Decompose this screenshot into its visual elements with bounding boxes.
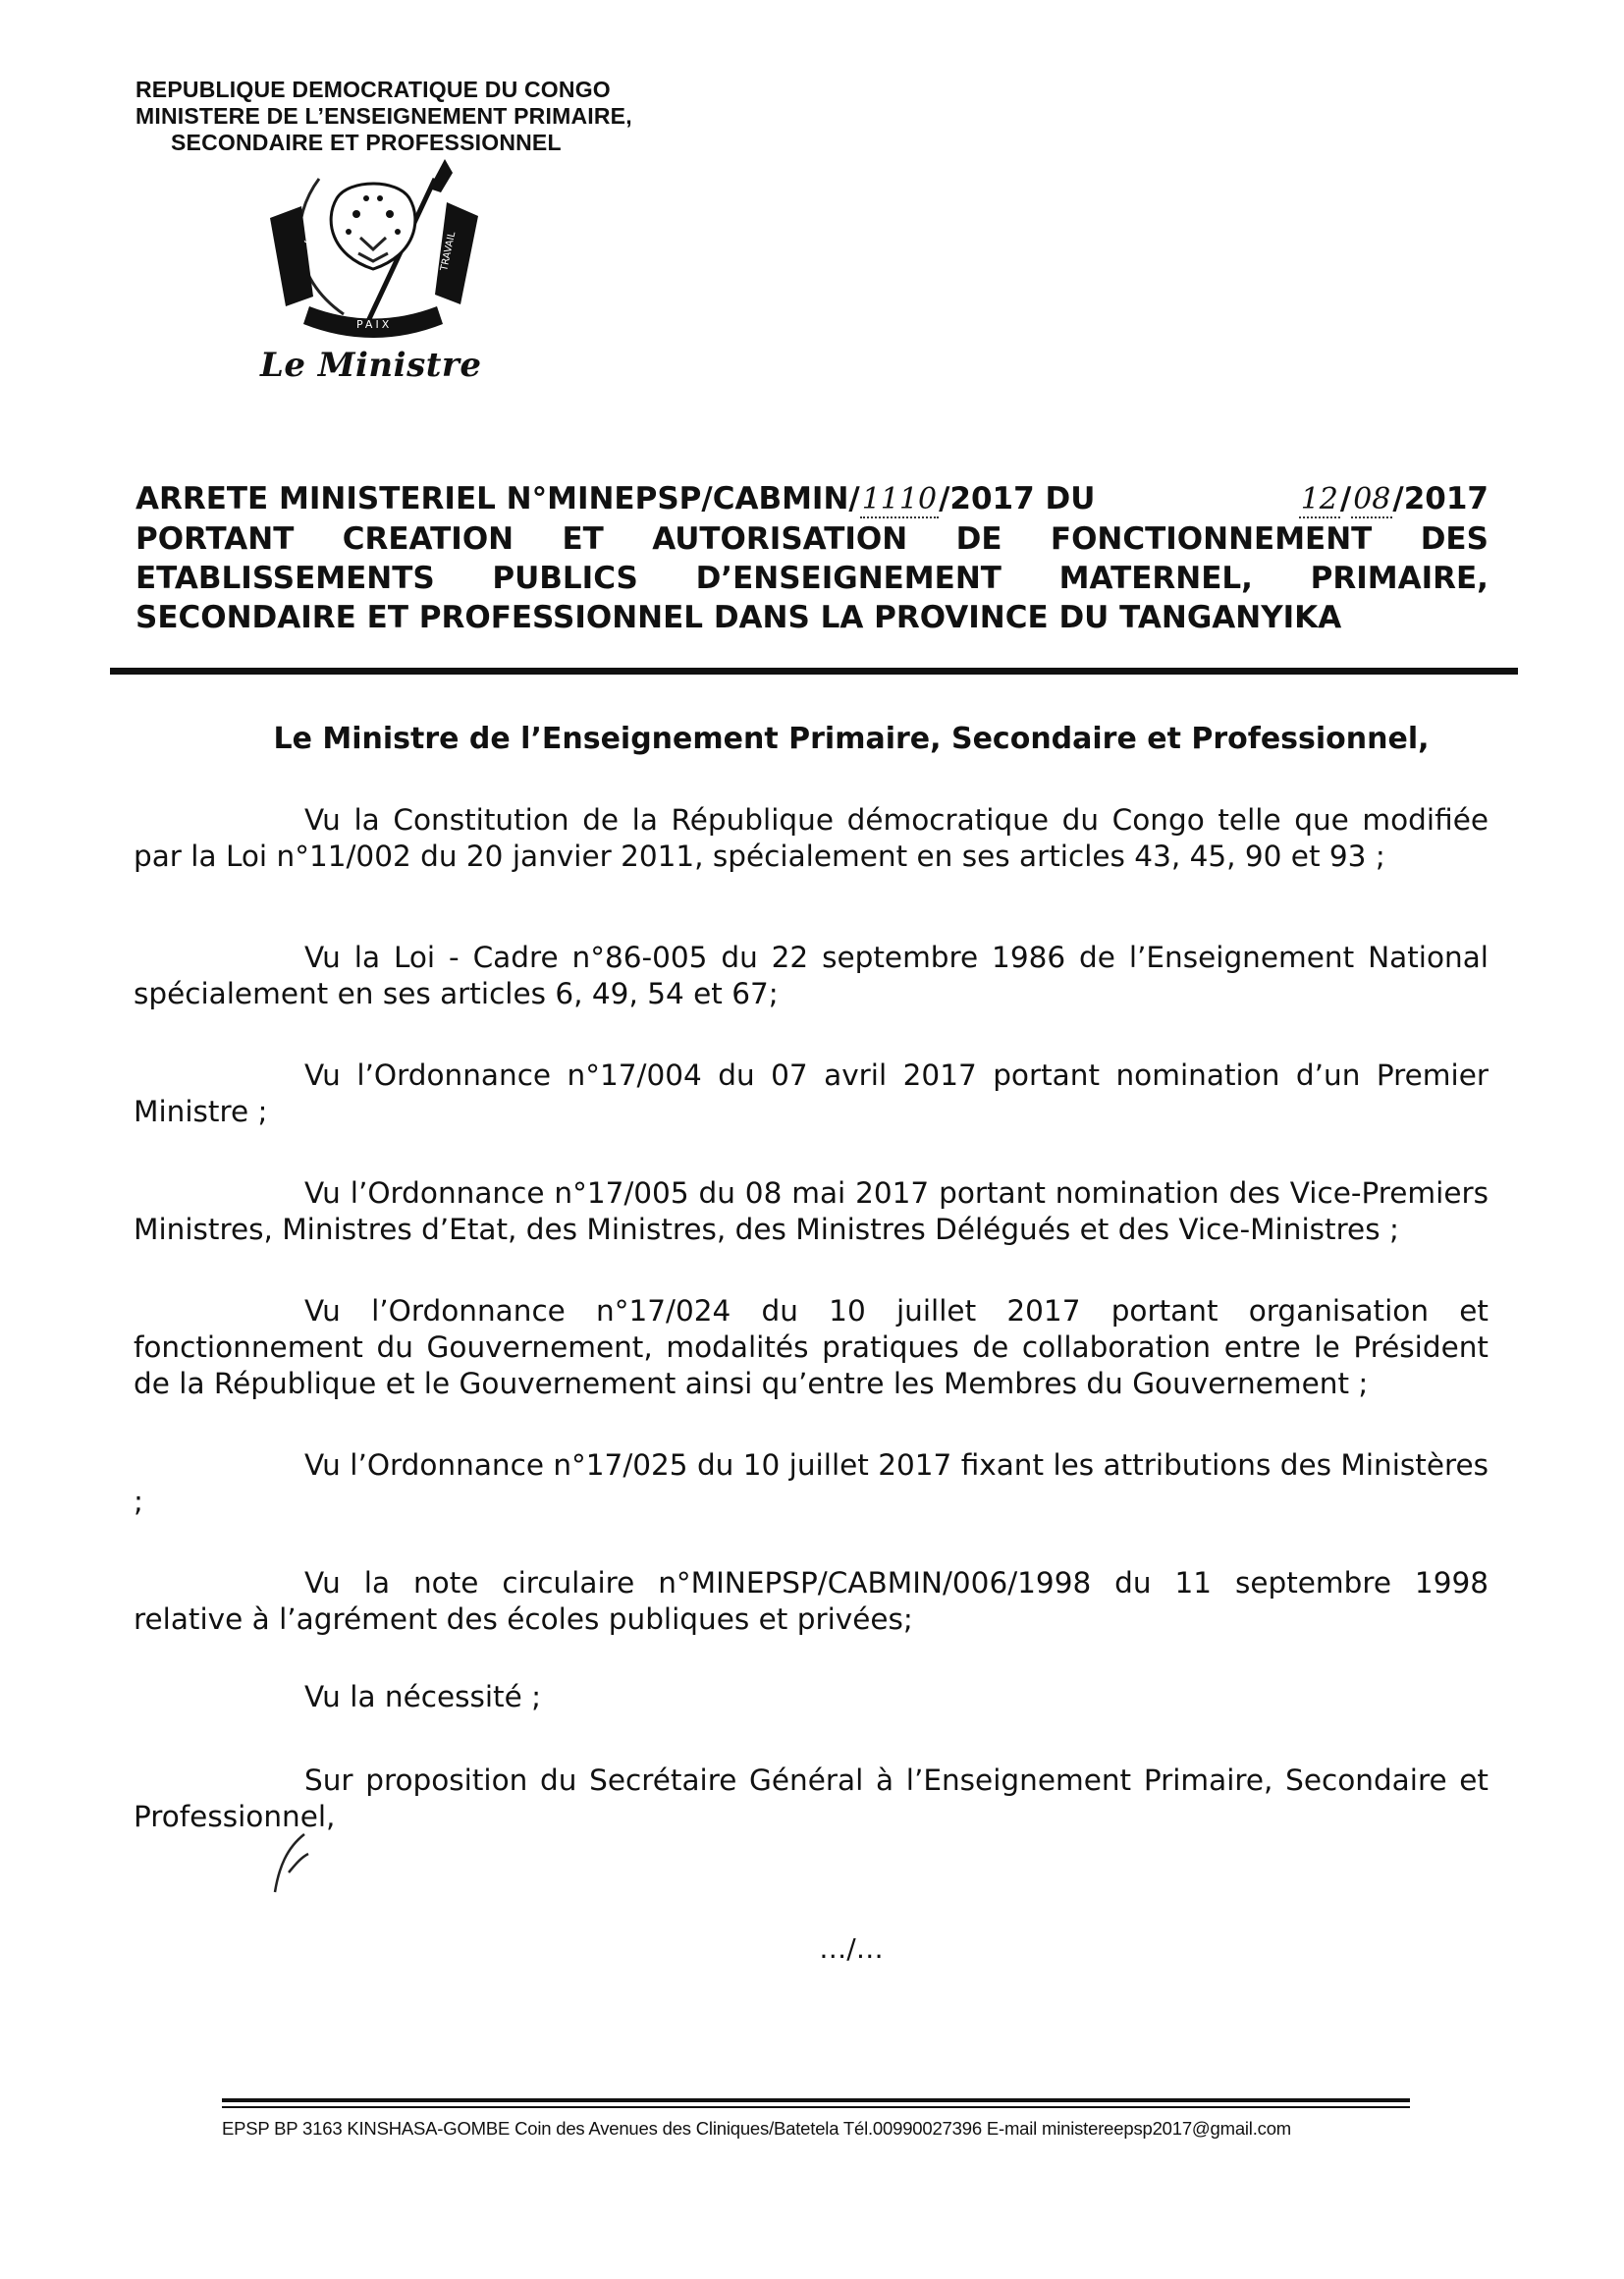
title-word: PRIMAIRE,	[1310, 561, 1489, 596]
title-word: MATERNEL,	[1058, 561, 1253, 596]
footer-divider-thin	[222, 2106, 1410, 2108]
title-word: PUBLICS	[492, 561, 638, 596]
letterhead-country: REPUBLIQUE DEMOCRATIQUE DU CONGO	[135, 77, 611, 102]
title-word: D’ENSEIGNEMENT	[695, 561, 1001, 596]
decree-number-handwritten: 1110	[861, 482, 938, 516]
paragraph-constitution: Vu la Constitution de la République démocratique du Congo telle que modifiée par la Loi n°11/002 du 20 janvier 2011, spécialement en ses articles 43, 45, 90 et 93 ;	[134, 803, 1489, 873]
decree-title-line-1: ARRETE MINISTERIEL N°MINEPSP/CABMIN/1110/2017 DU 12/08/2017	[135, 481, 1489, 516]
congo-coat-of-arms-icon	[250, 159, 498, 355]
body-heading-text: Le Ministre de l’Enseignement Primaire, Secondaire et Professionnel,	[273, 722, 1430, 756]
initials-paraphe	[265, 1828, 324, 1897]
paragraph-proposition: Sur proposition du Secrétaire Général à l’Enseignement Primaire, Secondaire et Professionnel,	[134, 1764, 1489, 1833]
svg-text:TRAVAIL: TRAVAIL	[439, 231, 459, 272]
paragraph-necessite: Vu la nécessité ;	[304, 1680, 542, 1713]
paragraph-loi-cadre: Vu la Loi - Cadre n°86-005 du 22 septembre 1986 de l’Enseignement National spécialement en ses articles 6, 49, 54 et 67;	[134, 941, 1489, 1010]
paragraph-ordonnance-024: Vu l’Ordonnance n°17/024 du 10 juillet 2017 portant organisation et fonctionnement du Gouvernement, modalités pratiques de collaboration entre le Président de la République et le Gouvernement ainsi qu’entre les Membres du Gouvernement ;	[134, 1294, 1489, 1400]
title-word: DE	[955, 521, 1002, 557]
letterhead-ministry-cont: SECONDAIRE ET PROFESSIONNEL	[171, 130, 562, 155]
paragraph-ordonnance-025: Vu l’Ordonnance n°17/025 du 10 juillet 2017 fixant les attributions des Ministères ;	[134, 1448, 1489, 1518]
continuation-mark: …/…	[819, 1932, 884, 1965]
footer-divider-thick	[222, 2098, 1410, 2102]
title-word: ETABLISSEMENTS	[135, 561, 435, 596]
decree-date-year: /2017	[1392, 481, 1489, 516]
title-word: ET	[562, 521, 604, 557]
title-word: DES	[1420, 521, 1489, 557]
decree-title	[135, 479, 1489, 637]
ribbon-right	[435, 202, 478, 304]
svg-text:PAIX: PAIX	[356, 318, 393, 331]
footer-address: EPSP BP 3163 KINSHASA-GOMBE Coin des Avenues des Cliniques/Batetela Tél.00990027396 E-mail ministereepsp2017@gmail.com	[222, 2118, 1292, 2139]
title-word: AUTORISATION	[652, 521, 908, 557]
decree-month-handwritten: 08	[1353, 482, 1391, 516]
paragraph-ordonnance-004: Vu l’Ordonnance n°17/004 du 07 avril 2017 portant nomination d’un Premier Ministre ;	[134, 1058, 1489, 1128]
svg-text:JUSTICE: JUSTICE	[302, 239, 322, 279]
letterhead	[135, 77, 725, 156]
page-continuation	[0, 1932, 1624, 1965]
decree-title-line-3	[135, 559, 1489, 598]
paragraph-ordonnance-005: Vu l’Ordonnance n°17/005 du 08 mai 2017 portant nomination des Vice-Premiers Ministres, Ministres d’Etat, des Ministres, des Ministres Délégués et des Vice-Ministres ;	[134, 1176, 1489, 1246]
title-word: CREATION	[342, 521, 514, 557]
paragraph-note-circulaire: Vu la note circulaire n°MINEPSP/CABMIN/006/1998 du 11 septembre 1998 relative à l’agrément des écoles publiques et privées;	[134, 1566, 1489, 1636]
title-word: PORTANT	[135, 521, 295, 557]
decree-title-line-2	[135, 519, 1489, 559]
title-divider	[110, 668, 1518, 675]
decree-title-line-4: SECONDAIRE ET PROFESSIONNEL DANS LA PROVINCE DU TANGANYIKA	[135, 600, 1342, 635]
decree-year: /2017 DU	[939, 481, 1096, 516]
body-heading	[0, 722, 1624, 756]
title-word: FONCTIONNEMENT	[1050, 521, 1373, 557]
minister-title: Le Ministre	[260, 346, 482, 385]
leopard-head-icon	[331, 184, 415, 269]
letterhead-ministry: MINISTERE DE L’ENSEIGNEMENT PRIMAIRE,	[135, 103, 632, 129]
decree-number-prefix: ARRETE MINISTERIEL N°MINEPSP/CABMIN/	[135, 481, 860, 516]
decree-day-handwritten: 12	[1300, 482, 1338, 516]
